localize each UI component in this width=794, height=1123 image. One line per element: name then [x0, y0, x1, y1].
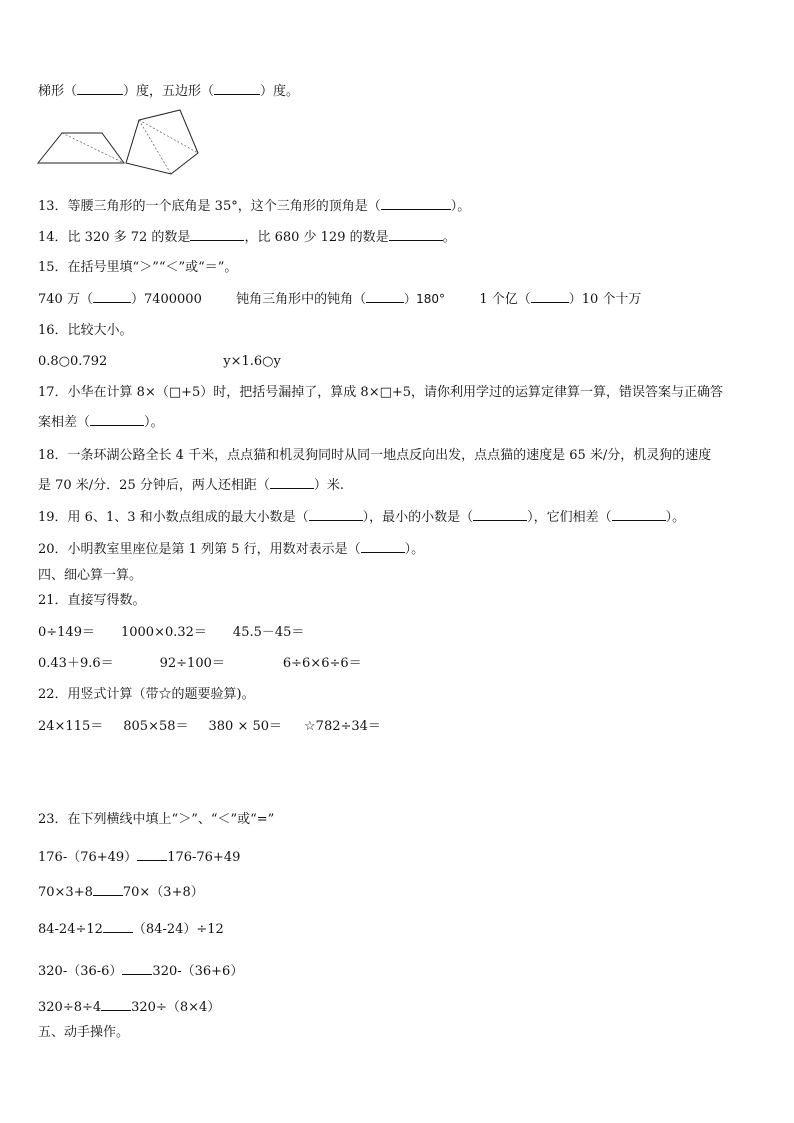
- question-22-items: 24×115＝ 805×58＝ 380 × 50＝ ☆782÷34＝: [38, 719, 381, 734]
- trapezoid-icon: [38, 133, 124, 163]
- answer-blank[interactable]: [90, 413, 144, 426]
- answer-blank[interactable]: [612, 508, 666, 521]
- answer-blank[interactable]: [366, 290, 404, 303]
- question-23-item: 320-（36-6） 320-（36+6）: [38, 964, 244, 979]
- question-22-title: 22．用竖式计算（带☆的题要验算)。: [38, 687, 255, 702]
- answer-blank[interactable]: [122, 962, 152, 975]
- answer-blank[interactable]: [389, 228, 443, 241]
- question-20: 20．小明教室里座位是第 1 列第 5 行，用数对表示是（ ）。: [38, 542, 425, 557]
- question-15-title: 15．在括号里填“＞”“＜”或“＝”。: [38, 260, 238, 275]
- question-18: 18．一条环湖公路全长 4 千米，点点猫和机灵狗同时从同一地点反向出发，点点猫的速度是 65 米/分，机灵狗的速度 是 70 米/分．25 分钟后，两人还相距（ ）米.: [38, 448, 712, 493]
- question-16-title: 16．比较大小。: [38, 323, 133, 338]
- answer-blank[interactable]: [93, 883, 123, 896]
- section-5-heading: 五、动手操作。: [38, 1025, 130, 1040]
- answer-blank[interactable]: [190, 228, 244, 241]
- answer-blank[interactable]: [137, 848, 167, 861]
- question-23-title: 23．在下列横线中填上“＞”、“＜”或“=”: [38, 812, 275, 827]
- question-16-items: 0.8○0.792 y×1.6○y: [38, 354, 281, 369]
- answer-blank[interactable]: [309, 508, 363, 521]
- answer-blank[interactable]: [101, 998, 131, 1011]
- q12-tail: 梯形（ ）度，五边形（ ）度。: [38, 84, 300, 99]
- question-19: 19．用 6、1、3 和小数点组成的最大小数是（ ），最小的小数是（ ），它们相差（ ）。: [38, 510, 686, 525]
- answer-blank[interactable]: [361, 540, 405, 553]
- answer-blank[interactable]: [103, 920, 133, 933]
- question-21-row-2: 0.43＋9.6＝ 92÷100＝ 6÷6×6÷6＝: [38, 656, 362, 671]
- shapes-figure: [36, 108, 206, 178]
- question-21-row-1: 0÷149＝ 1000×0.32＝ 45.5－45＝: [38, 625, 305, 640]
- answer-blank[interactable]: [93, 290, 131, 303]
- answer-blank[interactable]: [531, 290, 569, 303]
- question-13: 13．等腰三角形的一个底角是 35°，这个三角形的顶角是（ ）。: [38, 199, 471, 214]
- pentagon-icon: [126, 110, 198, 174]
- question-17: 17．小华在计算 8×（□+5）时，把括号漏掉了，算成 8×□+5，请你利用学过的运算定律算一算，错误答案与正确答 案相差（ ）。: [38, 385, 724, 430]
- answer-blank[interactable]: [381, 197, 451, 210]
- question-14: 14．比 320 多 72 的数是 ，比 680 少 129 的数是 。: [38, 230, 456, 245]
- question-23-item: 70×3+8 70×（3+8）: [38, 885, 204, 900]
- answer-blank[interactable]: [77, 82, 123, 95]
- question-23-item: 320÷8÷4 320÷（8×4）: [38, 1000, 221, 1015]
- question-15-items: 740 万（ ）7400000 钝角三角形中的钝角（ ）180° 1 个亿（ ）10 个十万: [38, 292, 642, 307]
- answer-blank[interactable]: [270, 476, 314, 489]
- answer-blank[interactable]: [214, 82, 260, 95]
- section-4-heading: 四、细心算一算。: [38, 568, 143, 583]
- answer-blank[interactable]: [473, 508, 527, 521]
- question-21-title: 21．直接写得数。: [38, 593, 146, 608]
- question-23-item: 176-（76+49） 176-76+49: [38, 850, 241, 865]
- question-23-item: 84-24÷12 （84-24）÷12: [38, 922, 224, 937]
